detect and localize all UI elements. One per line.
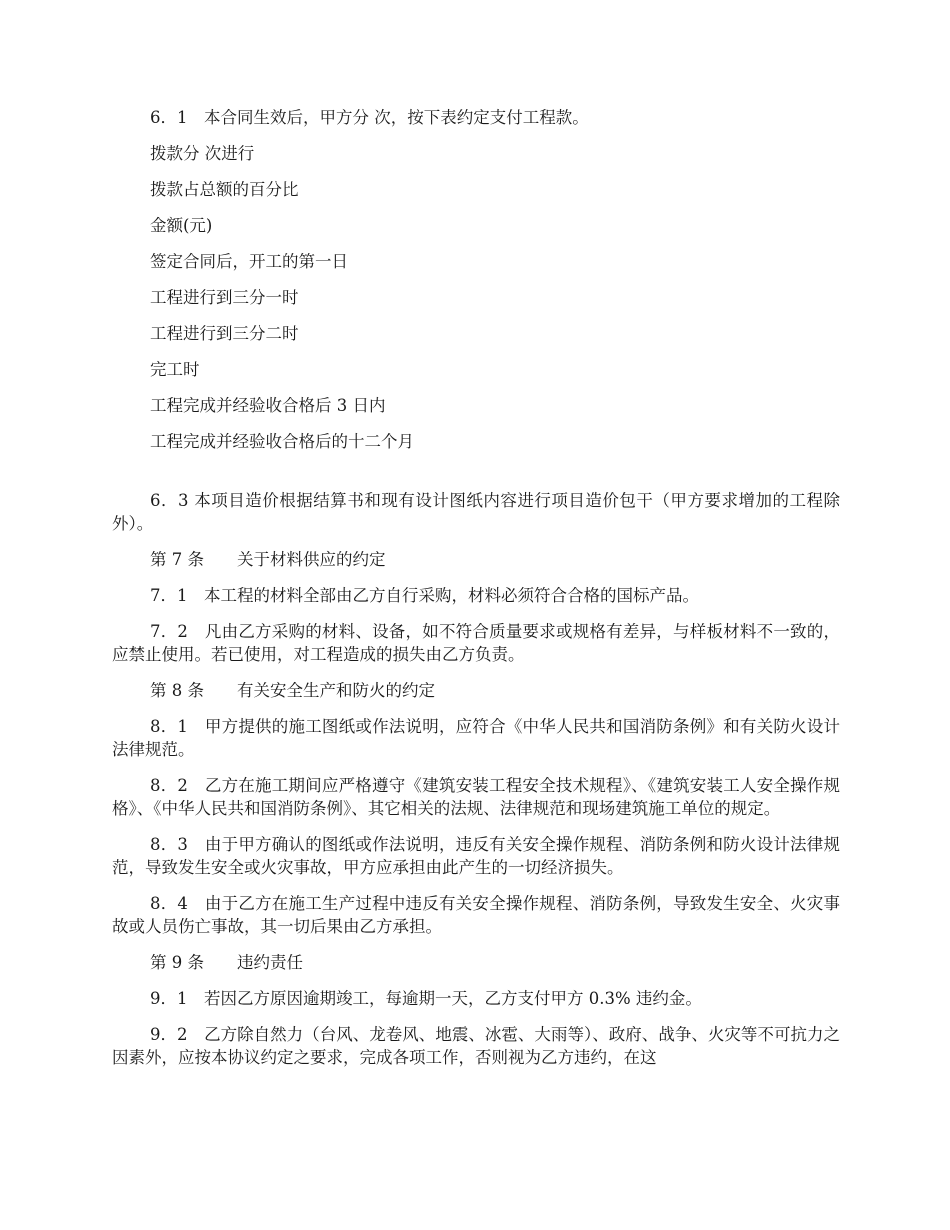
table-row-amount: 金额(元) xyxy=(150,216,213,235)
table-row-two-thirds: 工程进行到三分二时 xyxy=(150,324,299,343)
document-page xyxy=(112,106,840,1069)
table-row-percentage: 拨款占总额的百分比 xyxy=(150,180,299,199)
table-row-12-months: 工程完成并经验收合格后的十二个月 xyxy=(150,432,414,451)
clause-6-3: 6．3 本项目造价根据结算书和现有设计图纸内容进行项目造价包干（甲方要求增加的工程除外）。 xyxy=(112,491,840,533)
article-9-heading: 第 9 条 违约责任 xyxy=(150,953,303,972)
article-8-heading: 第 8 条 有关安全生产和防火的约定 xyxy=(150,681,435,700)
table-row-one-third: 工程进行到三分一时 xyxy=(150,288,299,307)
clause-9-2: 9．2 乙方除自然力（台风、龙卷风、地震、冰雹、大雨等）、政府、战争、火灾等不可抗力之因素外，应按本协议约定之要求，完成各项工作，否则视为乙方违约，在这 xyxy=(112,1025,840,1067)
table-row-completion: 完工时 xyxy=(150,360,200,379)
clause-7-2: 7．2 凡由乙方采购的材料、设备，如不符合质量要求或规格有差异，与样板材料不一致的，应禁止使用。若已使用，对工程造成的损失由乙方负责。 xyxy=(112,622,840,664)
table-row-3-days: 工程完成并经验收合格后 3 日内 xyxy=(150,396,386,415)
table-row-first-day: 签定合同后，开工的第一日 xyxy=(150,252,348,271)
clause-8-3: 8．3 由于甲方确认的图纸或作法说明，违反有关安全操作规程、消防条例和防火设计法律规范，导致发生安全或火灾事故，甲方应承担由此产生的一切经济损失。 xyxy=(112,835,840,877)
clause-8-4: 8．4 由于乙方在施工生产过程中违反有关安全操作规程、消防条例，导致发生安全、火灾事故或人员伤亡事故，其一切后果由乙方承担。 xyxy=(112,894,840,936)
clause-8-2: 8．2 乙方在施工期间应严格遵守《建筑安装工程安全技术规程》、《建筑安装工人安全操作规格》、《中华人民共和国消防条例》、其它相关的法规、法律规范和现场建筑施工单位的规定。 xyxy=(112,776,840,818)
clause-7-1: 7．1 本工程的材料全部由乙方自行采购，材料必须符合合格的国标产品。 xyxy=(150,586,699,605)
clause-8-1: 8．1 甲方提供的施工图纸或作法说明，应符合《中华人民共和国消防条例》和有关防火设计法律规范。 xyxy=(112,717,840,759)
clause-6-1: 6．1 本合同生效后，甲方分 次，按下表约定支付工程款。 xyxy=(150,108,589,127)
article-7-heading: 第 7 条 关于材料供应的约定 xyxy=(150,550,386,569)
table-row-installments: 拨款分 次进行 xyxy=(150,144,255,163)
clause-9-1: 9．1 若因乙方原因逾期竣工，每逾期一天，乙方支付甲方 0.3% 违约金。 xyxy=(150,989,702,1008)
